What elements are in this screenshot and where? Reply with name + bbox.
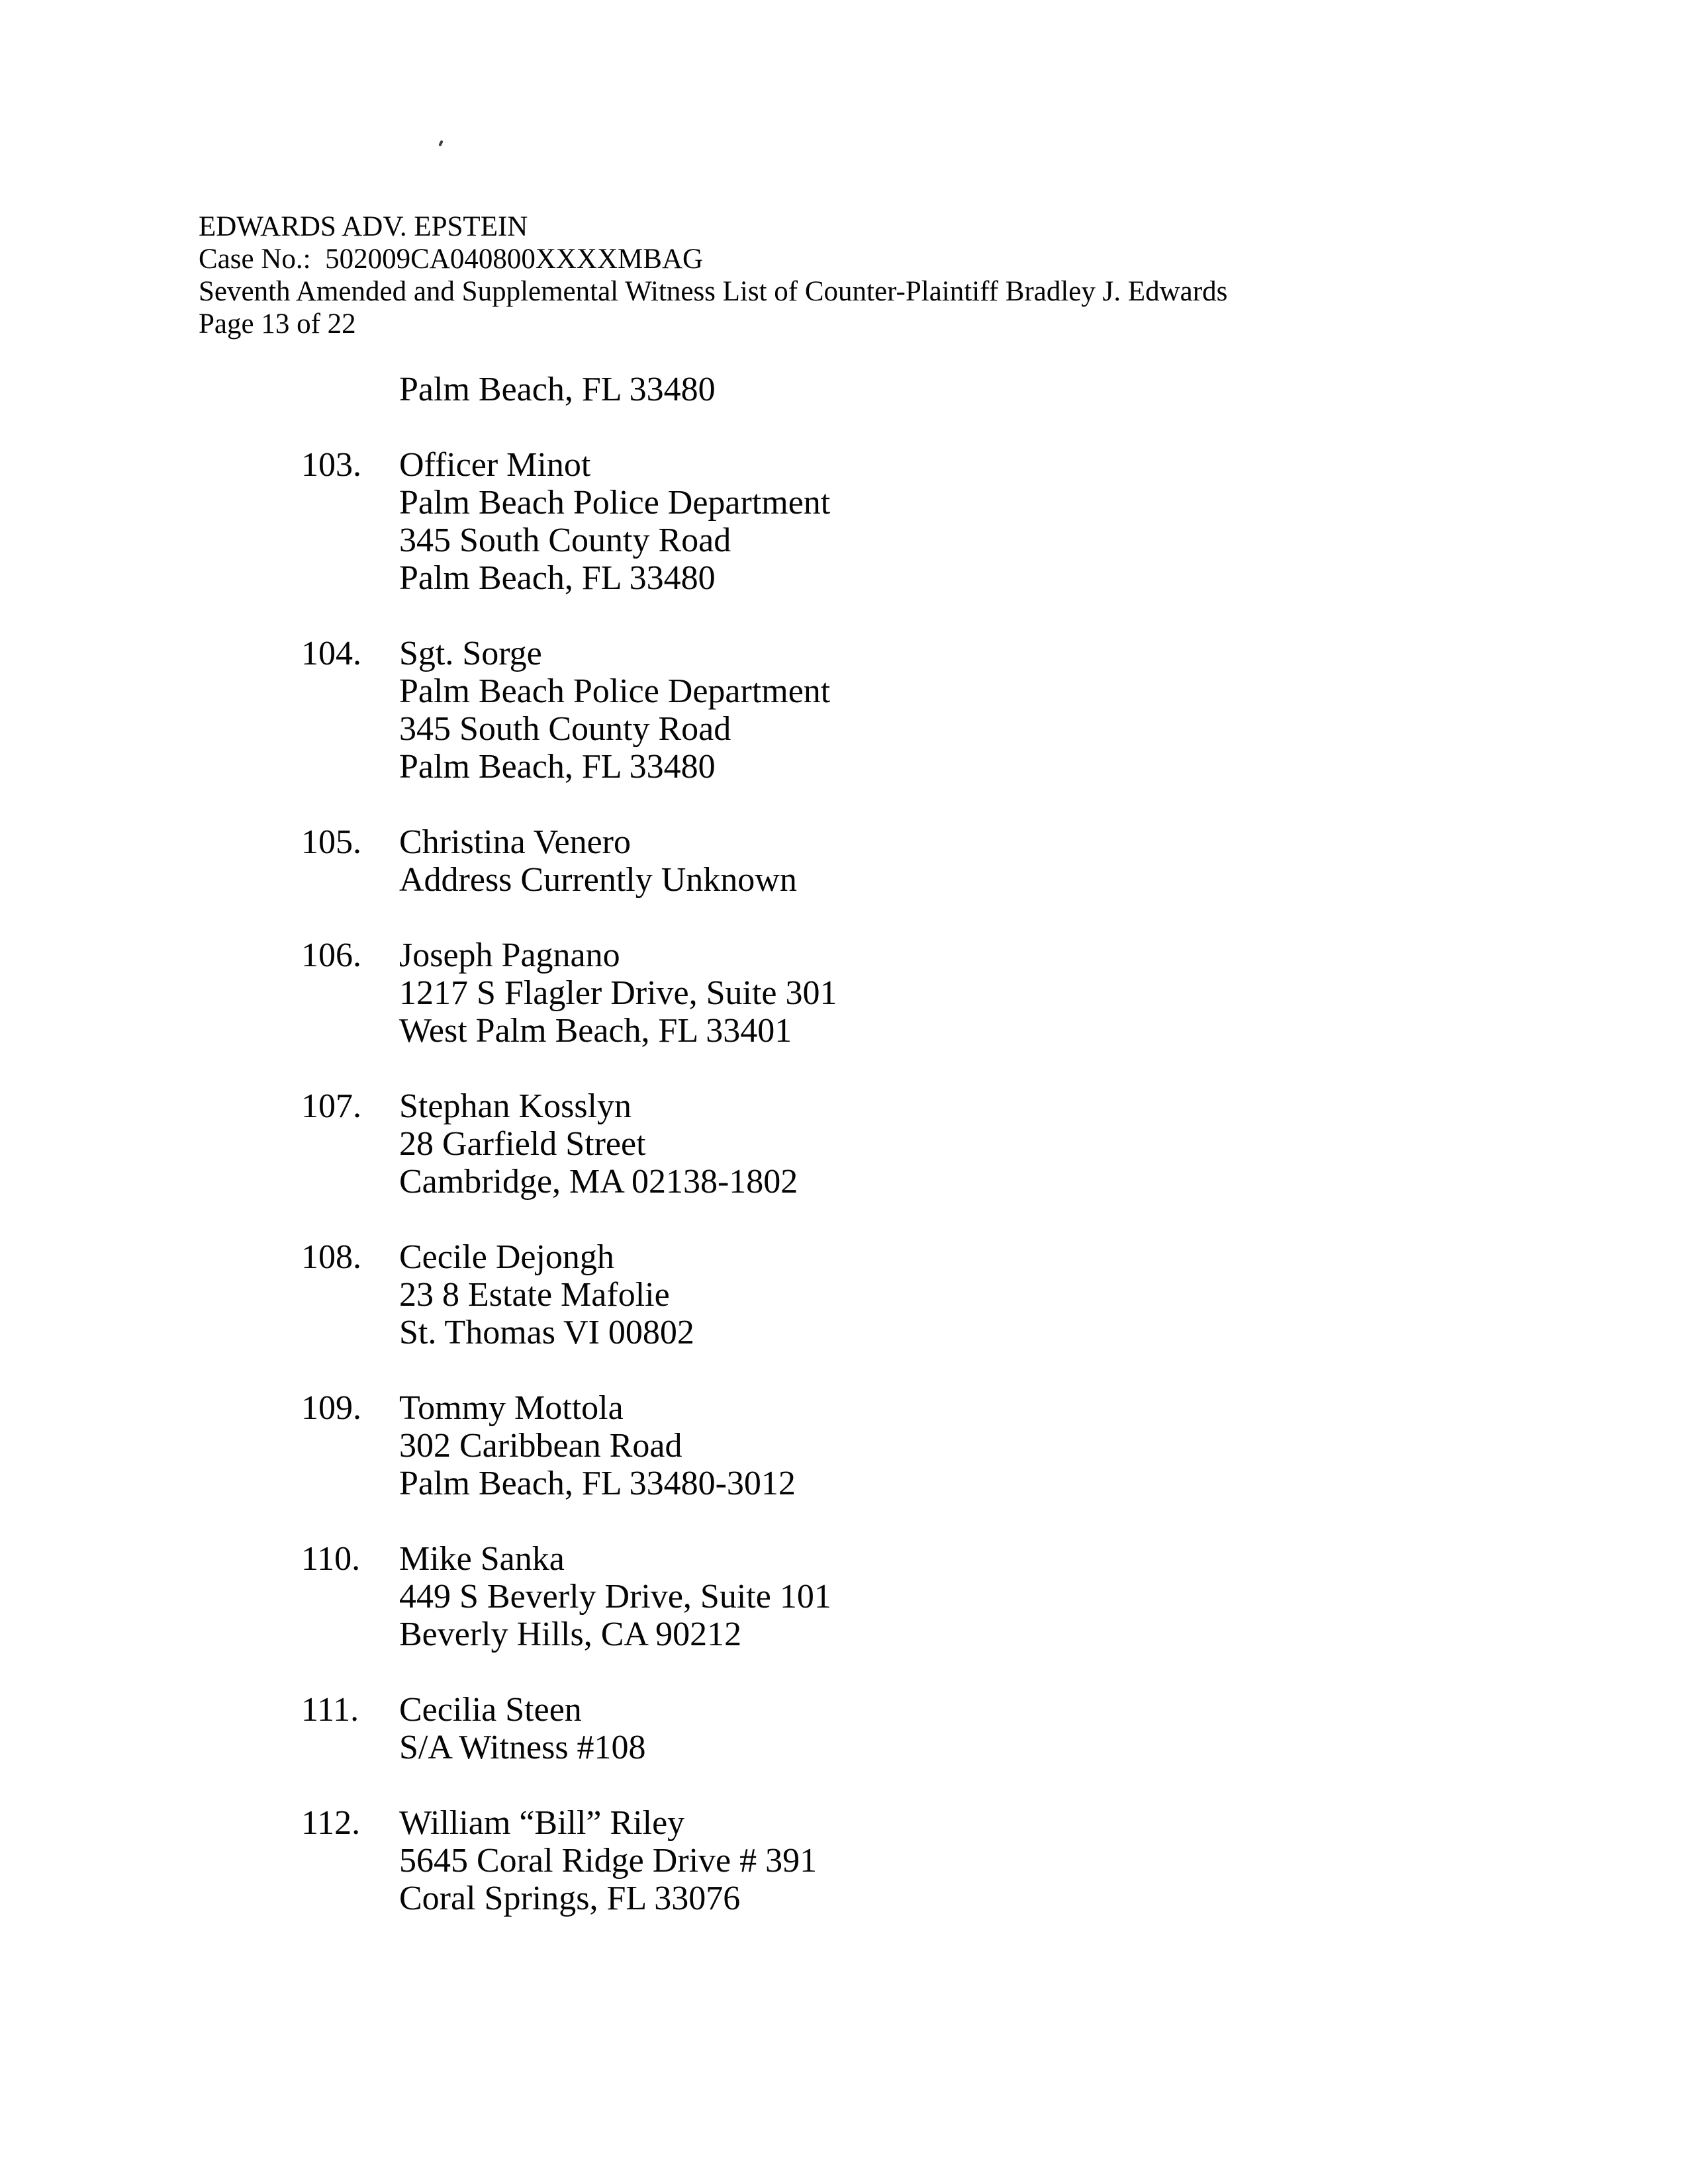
header-case-caption: EDWARDS ADV. EPSTEIN	[199, 211, 528, 242]
witness-details	[399, 1389, 837, 1502]
witness-number: 106.	[301, 936, 361, 974]
witness-address-line: 5645 Coral Ridge Drive # 391	[399, 1842, 818, 1880]
witness-number: 104.	[301, 635, 361, 672]
witness-entry	[301, 936, 837, 1050]
witness-name: Cecile Dejongh	[399, 1238, 614, 1276]
witness-entry	[301, 1389, 837, 1502]
address-continuation-line: Palm Beach, FL 33480	[399, 371, 716, 408]
witness-name: Mike Sanka	[399, 1540, 565, 1578]
witness-details	[399, 446, 837, 597]
witness-number: 109.	[301, 1389, 361, 1427]
witness-details	[399, 936, 837, 1050]
witness-entry	[301, 1804, 837, 1917]
witness-name: Tommy Mottola	[399, 1389, 624, 1427]
witness-address-line: 345 South County Road	[399, 522, 731, 559]
witness-number: 107.	[301, 1087, 361, 1125]
witness-details	[399, 1804, 837, 1917]
witness-entry	[301, 446, 837, 597]
document-header	[199, 210, 1227, 340]
witness-address-line: Palm Beach, FL 33480	[399, 559, 716, 597]
witness-entry	[301, 1087, 837, 1201]
witness-address-line: 449 S Beverly Drive, Suite 101	[399, 1578, 831, 1615]
witness-address-line: St. Thomas VI 00802	[399, 1314, 694, 1351]
witness-details	[399, 1087, 837, 1201]
witness-address-line: Palm Beach, FL 33480-3012	[399, 1465, 796, 1502]
header-page-number: Page 13 of 22	[199, 308, 356, 340]
witness-address-line: Address Currently Unknown	[399, 861, 797, 899]
witness-address-line: Coral Springs, FL 33076	[399, 1880, 741, 1917]
witness-address-line: 345 South County Road	[399, 710, 731, 748]
witness-number: 110.	[301, 1540, 361, 1578]
witness-details	[399, 1691, 837, 1766]
witness-address-line: S/A Witness #108	[399, 1729, 646, 1766]
witness-number: 105.	[301, 823, 361, 861]
witness-details	[399, 1540, 837, 1653]
witness-address-line: West Palm Beach, FL 33401	[399, 1012, 792, 1050]
witness-name: Sgt. Sorge	[399, 635, 542, 672]
witness-name: Cecilia Steen	[399, 1691, 582, 1729]
witness-entry	[301, 635, 837, 786]
witness-address-line: 302 Caribbean Road	[399, 1427, 682, 1465]
witness-number: 112.	[301, 1804, 361, 1842]
witness-number: 111.	[301, 1691, 359, 1729]
witness-address-line: 28 Garfield Street	[399, 1125, 646, 1163]
witness-address-line: Cambridge, MA 02138-1802	[399, 1163, 798, 1201]
witness-number: 103.	[301, 446, 361, 484]
witness-details	[399, 1238, 837, 1351]
witness-details	[399, 823, 837, 899]
witness-list	[301, 371, 837, 1955]
witness-entry	[301, 823, 837, 899]
witness-name: Stephan Kosslyn	[399, 1087, 632, 1125]
header-document-title: Seventh Amended and Supplemental Witness List of Counter-Plaintiff Bradley J. Edwards	[199, 276, 1228, 307]
header-case-number: Case No.: 502009CA040800XXXXMBAG	[199, 244, 704, 275]
witness-address-line: Beverly Hills, CA 90212	[399, 1615, 742, 1653]
witness-name: William “Bill” Riley	[399, 1804, 685, 1842]
witness-address-line: Palm Beach Police Department	[399, 484, 831, 522]
witness-address-line: Palm Beach Police Department	[399, 672, 831, 710]
witness-address-line: 1217 S Flagler Drive, Suite 301	[399, 974, 837, 1012]
witness-entry	[301, 1691, 837, 1766]
witness-address-line: Palm Beach, FL 33480	[399, 748, 716, 786]
witness-number: 108.	[301, 1238, 361, 1276]
scan-artifact-speck	[438, 140, 443, 147]
witness-entry	[301, 1540, 837, 1653]
witness-name: Christina Venero	[399, 823, 631, 861]
witness-name: Officer Minot	[399, 446, 591, 484]
witness-entry	[301, 1238, 837, 1351]
witness-details	[399, 635, 837, 786]
witness-address-line: 23 8 Estate Mafolie	[399, 1276, 670, 1314]
witness-name: Joseph Pagnano	[399, 936, 620, 974]
